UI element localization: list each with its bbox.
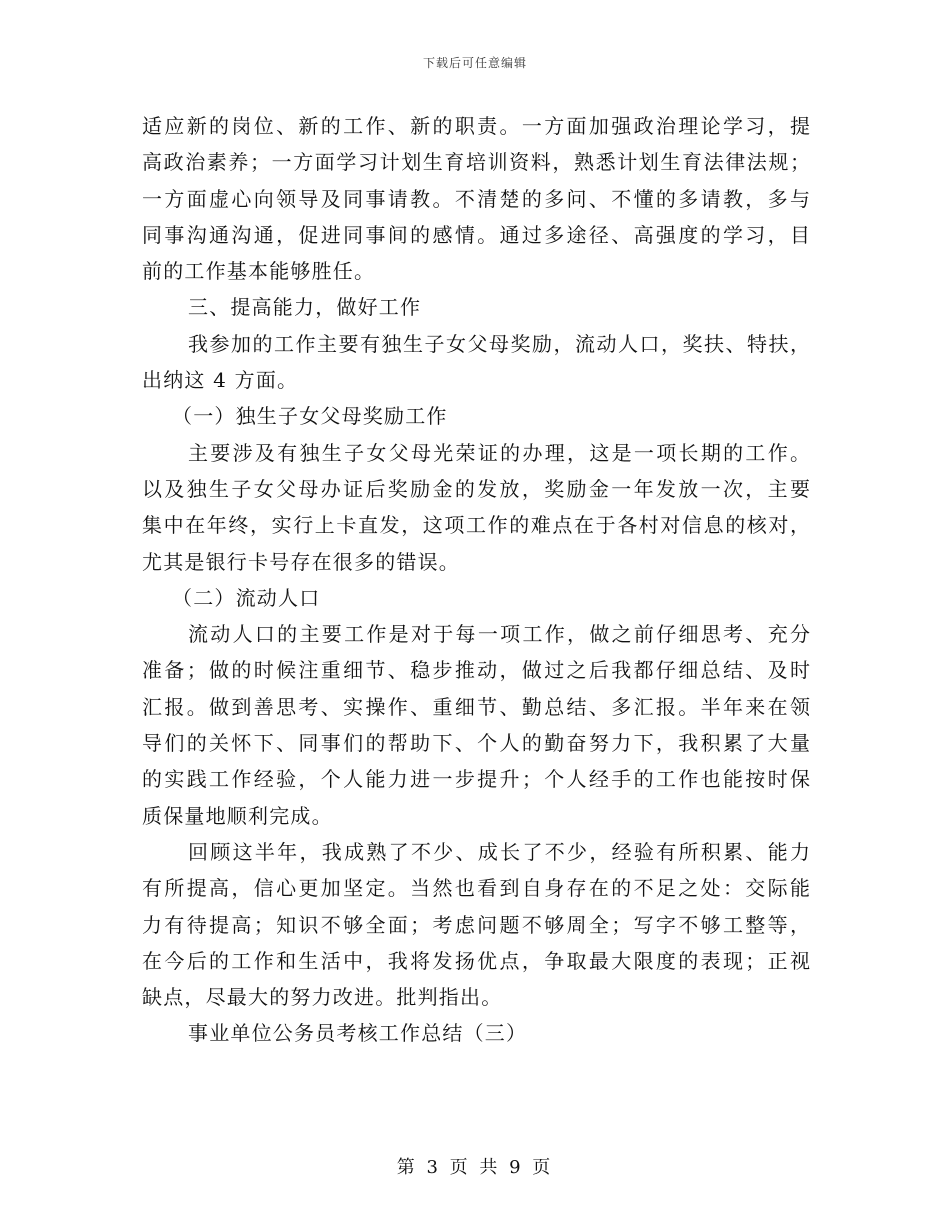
paragraph-line: 一方面虚心向领导及同事请教。不清楚的多问、不懂的多请教，多与 — [142, 186, 810, 211]
subsection-heading: （二）流动人口 — [172, 585, 321, 610]
paragraph-line: 准备；做的时候注重细节、稳步推动，做过之后我都仔细总结、及时 — [142, 658, 810, 683]
page-footer: 第 3 页 共 9 页 — [396, 1157, 554, 1178]
paragraph-line: 同事沟通沟通，促进同事间的感情。通过多途径、高强度的学习，目 — [142, 222, 810, 247]
subsection-heading: （一）独生子女父母奖励工作 — [172, 404, 448, 429]
paragraph-line: 出纳这 4 方面。 — [142, 368, 299, 393]
document-body — [142, 108, 810, 1052]
paragraph-line: 质保量地顺利完成。 — [142, 803, 333, 828]
paragraph-line: 高政治素养；一方面学习计划生育培训资料，熟悉计划生育法律法规； — [142, 150, 810, 175]
paragraph-line: 汇报。做到善思考、实操作、重细节、勤总结、多汇报。半年来在领 — [142, 694, 810, 719]
paragraph-line: 集中在年终，实行上卡直发，这项工作的难点在于各村对信息的核对， — [142, 513, 810, 538]
paragraph-line: 的实践工作经验，个人能力进一步提升；个人经手的工作也能按时保 — [142, 767, 810, 792]
paragraph-line: 导们的关怀下、同事们的帮助下、个人的勤奋努力下，我积累了大量 — [142, 731, 810, 756]
paragraph-line: 尤其是银行卡号存在很多的错误。 — [142, 549, 460, 574]
section-heading: 三、提高能力，做好工作 — [188, 295, 422, 320]
paragraph-line: 前的工作基本能够胜任。 — [142, 259, 376, 284]
paragraph-line: 回顾这半年，我成熟了不少、成长了不少，经验有所积累、能力 — [188, 839, 810, 864]
paragraph-line: 适应新的岗位、新的工作、新的职责。一方面加强政治理论学习，提 — [142, 114, 810, 138]
paragraph-line: 我参加的工作主要有独生子女父母奖励，流动人口，奖扶、特扶， — [188, 331, 810, 356]
paragraph-line: 在今后的工作和生活中，我将发扬优点，争取最大限度的表现；正视 — [142, 948, 810, 973]
paragraph-line: 有所提高，信心更加坚定。当然也看到自身存在的不足之处：交际能 — [142, 876, 810, 901]
paragraph-line: 主要涉及有独生子女父母光荣证的办理，这是一项长期的工作。 — [188, 440, 810, 465]
paragraph-line: 缺点，尽最大的努力改进。批判指出。 — [142, 985, 503, 1010]
page-header: 下载后可任意编辑 — [422, 56, 527, 70]
paragraph-line: 流动人口的主要工作是对于每一项工作，做之前仔细思考、充分 — [188, 622, 810, 647]
paragraph-line: 以及独生子女父母办证后奖励金的发放，奖励金一年发放一次，主要 — [142, 476, 810, 501]
section-heading: 事业单位公务员考核工作总结（三） — [188, 1021, 528, 1046]
paragraph-line: 力有待提高；知识不够全面；考虑问题不够周全；写字不够工整等， — [142, 912, 810, 937]
